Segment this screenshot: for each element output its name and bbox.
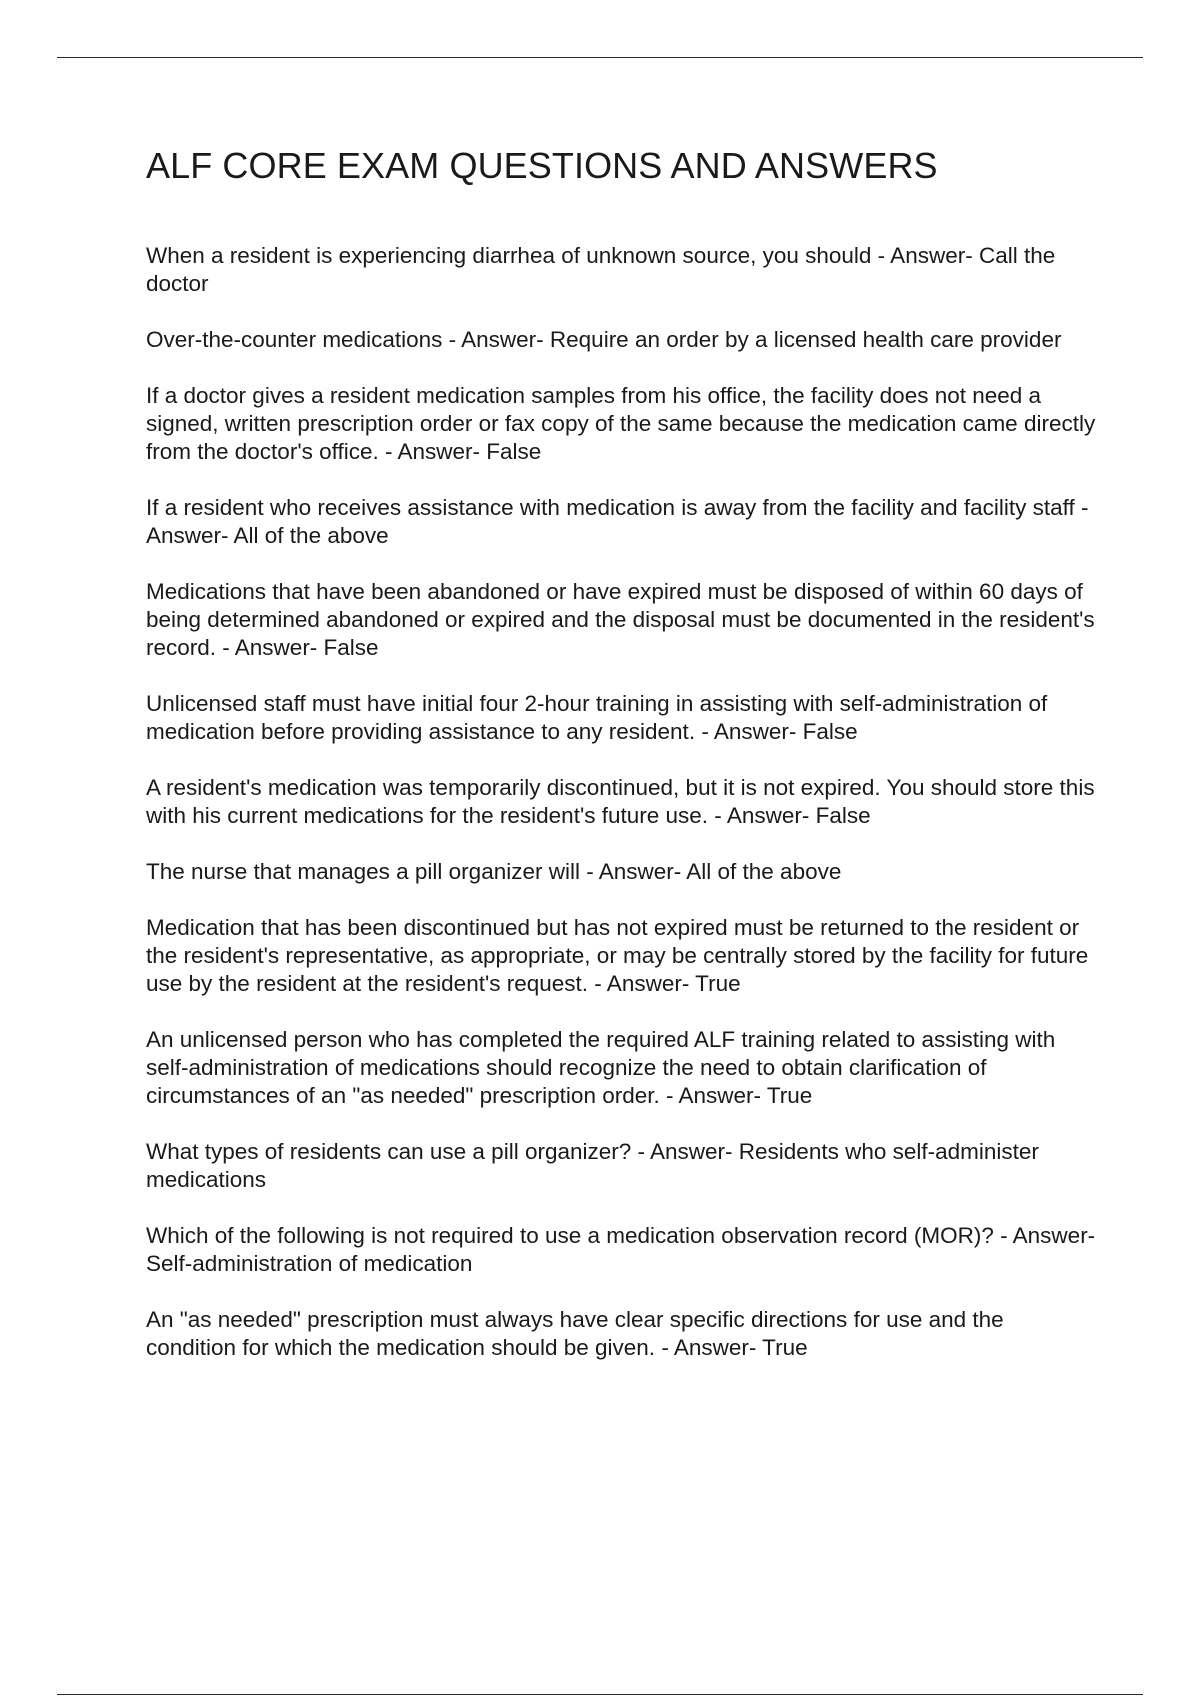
document-body bbox=[146, 140, 1096, 1390]
bottom-rule bbox=[57, 1694, 1143, 1695]
qa-item: When a resident is experiencing diarrhea of unknown source, you should - Answer- Call the doctor bbox=[146, 243, 1056, 296]
qa-item: What types of residents can use a pill organizer? - Answer- Residents who self-administer medications bbox=[146, 1139, 1039, 1192]
qa-item: Which of the following is not required to use a medication observation record (MOR)? - Answer- Self-administration of medication bbox=[146, 1223, 1096, 1276]
top-rule bbox=[57, 57, 1143, 58]
qa-item: Medications that have been abandoned or have expired must be disposed of within 60 days of being determined abandoned or expired and the disposal must be documented in the resident's record. - Answer- False bbox=[146, 579, 1095, 660]
qa-item: The nurse that manages a pill organizer will - Answer- All of the above bbox=[146, 859, 842, 884]
qa-item: If a resident who receives assistance with medication is away from the facility and facility staff - Answer- All of the above bbox=[146, 495, 1089, 548]
document-title: ALF CORE EXAM QUESTIONS AND ANSWERS bbox=[146, 145, 938, 186]
qa-item: If a doctor gives a resident medication samples from his office, the facility does not need a signed, written prescription order or fax copy of the same because the medication came directly from the doctor's office. - Answer- False bbox=[146, 383, 1096, 464]
qa-list bbox=[146, 242, 1096, 1362]
qa-item: Unlicensed staff must have initial four 2-hour training in assisting with self-administration of medication before providing assistance to any resident. - Answer- False bbox=[146, 691, 1048, 744]
qa-item: Over-the-counter medications - Answer- Require an order by a licensed health care provider bbox=[146, 327, 1062, 352]
qa-item: An "as needed" prescription must always have clear specific directions for use and the condition for which the medication should be given. - Answer- True bbox=[146, 1307, 1004, 1360]
qa-item: A resident's medication was temporarily discontinued, but it is not expired. You should store this with his current medications for the resident's future use. - Answer- False bbox=[146, 775, 1095, 828]
qa-item: An unlicensed person who has completed the required ALF training related to assisting with self-administration of medications should recognize the need to obtain clarification of circumstances of an "as needed" prescription order. - Answer- True bbox=[146, 1027, 1056, 1108]
qa-item: Medication that has been discontinued but has not expired must be returned to the resident or the resident's representative, as appropriate, or may be centrally stored by the facility for future use by the resident at the resident's request. - Answer- True bbox=[146, 915, 1089, 996]
